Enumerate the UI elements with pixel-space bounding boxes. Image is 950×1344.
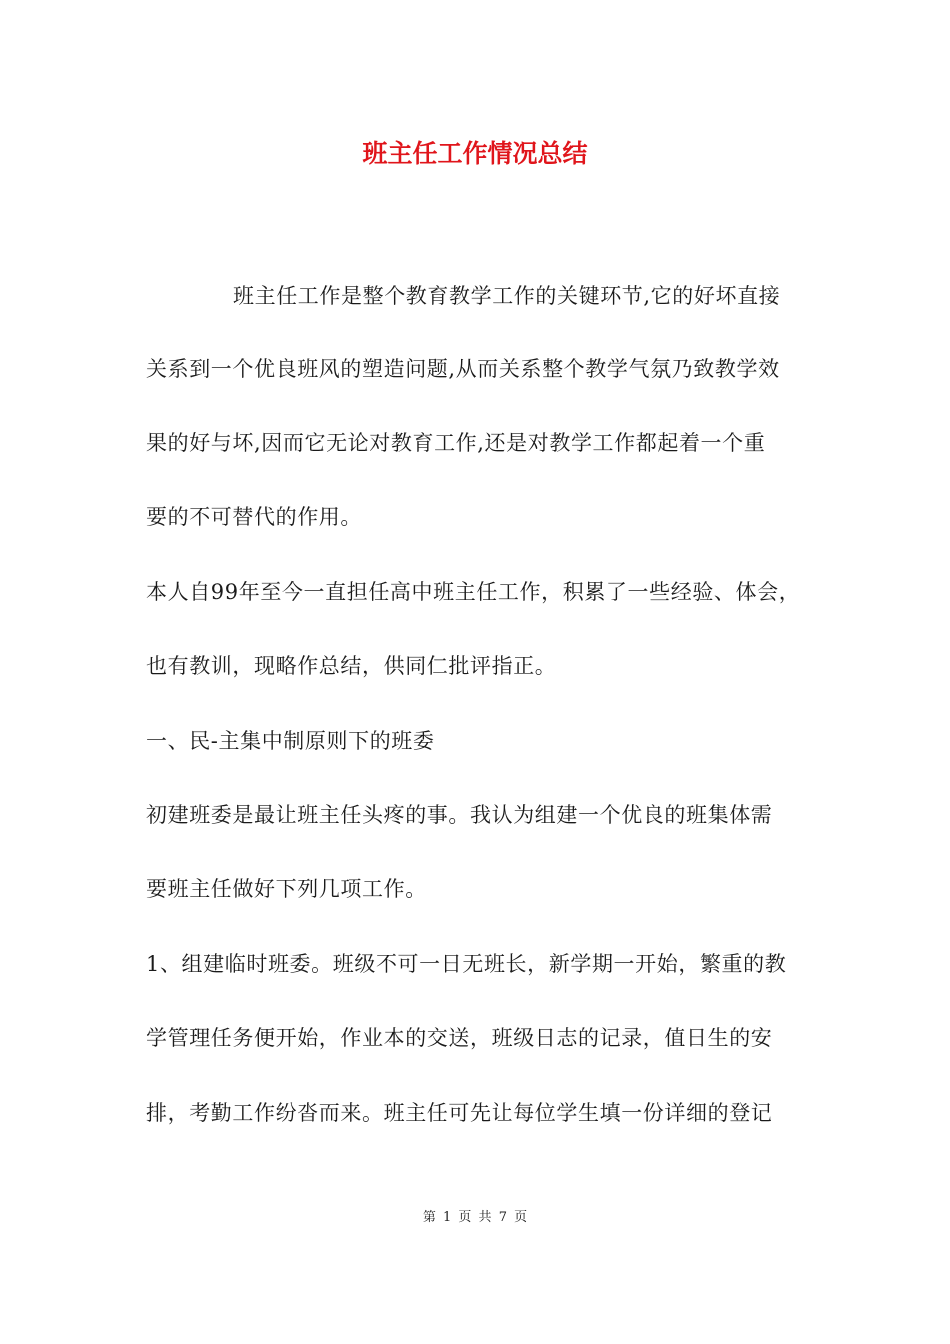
paragraph-line-3: 果的好与坏,因而它无论对教育工作,还是对教学工作都起着一个重 [146, 431, 766, 455]
page-number-footer: 第 1 页 共 7 页 [422, 1210, 528, 1225]
paragraph-line-4: 要的不可替代的作用。 [146, 505, 362, 529]
document-title: 班主任工作情况总结 [362, 139, 588, 168]
paragraph-line-9: 要班主任做好下列几项工作。 [146, 877, 427, 901]
paragraph-line-1: 班主任工作是整个教育教学工作的关键环节,它的好坏直接 [233, 284, 781, 308]
paragraph-line-11: 学管理任务便开始，作业本的交送，班级日志的记录，值日生的安 [146, 1026, 773, 1050]
paragraph-line-12: 排，考勤工作纷沓而来。班主任可先让每位学生填一份详细的登记 [146, 1101, 773, 1125]
paragraph-line-5: 本人自99年至今一直担任高中班主任工作，积累了一些经验、体会， [146, 580, 801, 604]
section-heading: 一、民-主集中制原则下的班委 [146, 729, 435, 753]
paragraph-line-8: 初建班委是最让班主任头疼的事。我认为组建一个优良的班集体需 [146, 803, 773, 827]
paragraph-line-2: 关系到一个优良班风的塑造问题,从而关系整个教学气氛乃致教学效 [146, 357, 780, 381]
paragraph-line-6: 也有教训，现略作总结，供同仁批评指正。 [146, 654, 557, 678]
paragraph-line-10: 1、组建临时班委。班级不可一日无班长，新学期一开始，繁重的教 [146, 952, 787, 976]
